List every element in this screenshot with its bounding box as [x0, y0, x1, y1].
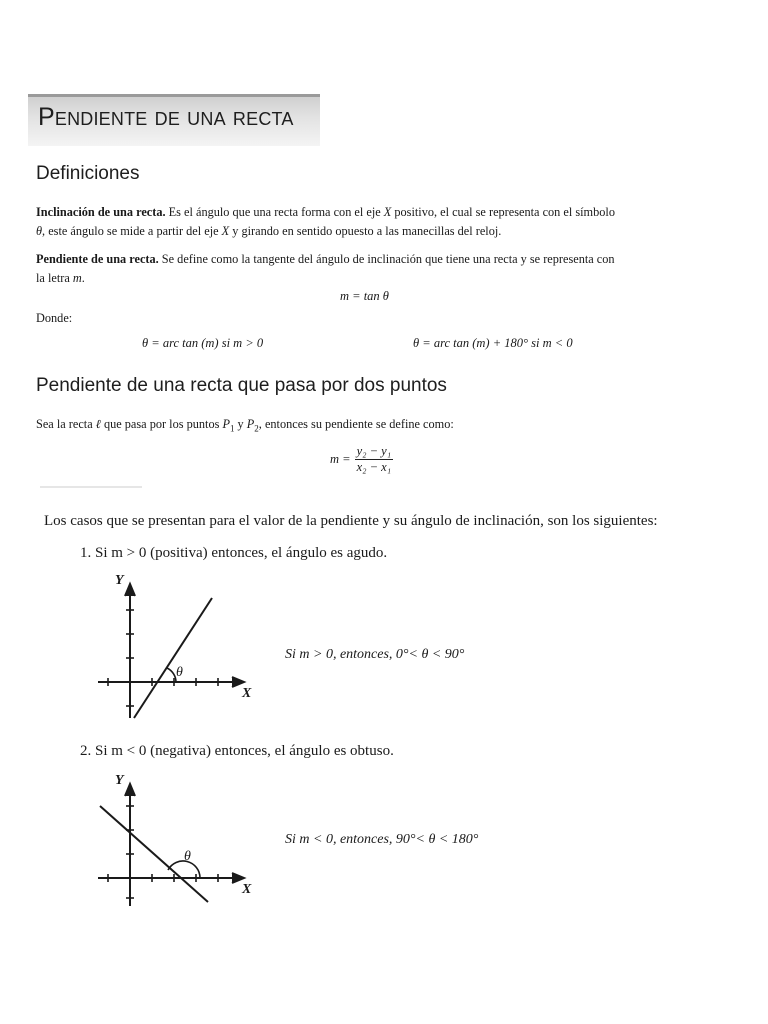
case-2-condition: Si m < 0, entonces, 90°< θ < 180°	[285, 832, 479, 847]
axis-ticks	[108, 806, 218, 898]
case-2-heading: 2. Si m < 0 (negativa) entonces, el ángulo es obtuso.	[80, 743, 394, 759]
inclinacion-text-2: positivo, el cual se representa con el símbolo	[391, 205, 615, 219]
y-axis-label: Y	[115, 573, 124, 588]
inclinacion-theta: θ	[36, 224, 43, 238]
cases-intro: Los casos que se presentan para el valor de la pendiente y su ángulo de inclinación, son los siguientes:	[44, 513, 658, 529]
formula-theta-negative: θ = arc tan (m) + 180° si m < 0	[413, 336, 573, 350]
point-p2-sub: 2	[254, 423, 259, 434]
section-heading-definiciones: Definiciones	[36, 163, 140, 184]
formula-slope-fraction	[330, 444, 393, 475]
label-donde: Donde:	[36, 311, 73, 325]
inclinacion-text-3: , este ángulo se mide a partir del eje	[42, 224, 222, 238]
symbol-ell: ℓ	[95, 417, 101, 431]
dos-puntos-and: y	[234, 417, 247, 431]
paragraph-pendiente	[36, 250, 736, 288]
paragraph-dos-puntos	[36, 415, 736, 438]
paragraph-inclinacion	[36, 203, 736, 241]
pendiente-text-2: la letra	[36, 271, 73, 285]
divider	[40, 486, 142, 488]
x-axis-label: X	[242, 882, 252, 897]
y-axis-label: Y	[115, 773, 124, 788]
point-p1-sub: 1	[229, 423, 235, 434]
line-negative	[100, 806, 208, 902]
pendiente-text-1: Se define como la tangente del ángulo de inclinación que tiene una recta y se representa con	[158, 252, 615, 266]
y-axis-arrow	[125, 584, 135, 596]
inclinacion-x2: X	[221, 224, 230, 238]
line-positive	[134, 598, 212, 718]
slope-numerator: y₂ − y₁	[356, 444, 392, 458]
theta-label: θ	[184, 849, 191, 864]
theta-label: θ	[176, 665, 183, 680]
dos-puntos-text-1: Sea la recta	[36, 417, 96, 431]
y-axis-arrow	[125, 784, 135, 796]
x-axis-label: X	[242, 686, 252, 701]
dos-puntos-text-3: , entonces su pendiente se define como:	[258, 417, 454, 431]
section-heading-dos-puntos: Pendiente de una recta que pasa por dos puntos	[36, 375, 447, 396]
dos-puntos-text-2: que pasa por los puntos	[100, 417, 223, 431]
case-1-heading: 1. Si m > 0 (positiva) entonces, el ángulo es agudo.	[80, 545, 388, 561]
page-title: Pendiente de una recta	[38, 103, 294, 131]
title-banner	[28, 94, 320, 146]
formula-theta-positive: θ = arc tan (m) si m > 0	[142, 336, 264, 350]
graph-negative-slope	[90, 766, 265, 911]
point-p1: P	[222, 417, 230, 431]
pendiente-text-3: .	[81, 271, 85, 285]
slope-fraction	[355, 444, 393, 475]
inclinacion-text-4: y girando en sentido opuesto a las manecillas del reloj.	[229, 224, 502, 238]
slope-denominator: x₂ − x₁	[356, 460, 392, 474]
inclinacion-x: X	[383, 205, 392, 219]
axis-ticks	[108, 610, 218, 706]
formula-m-tan-theta: m = tan θ	[340, 289, 389, 303]
graph-positive-slope	[90, 566, 265, 726]
inclinacion-text-1: Es el ángulo que una recta forma con el eje	[165, 205, 384, 219]
slope-m-equals: m =	[330, 452, 351, 466]
pendiente-m: m	[72, 271, 82, 285]
case-1-condition: Si m > 0, entonces, 0°< θ < 90°	[285, 647, 465, 662]
term-pendiente: Pendiente de una recta.	[36, 252, 159, 266]
term-inclinacion: Inclinación de una recta.	[36, 205, 166, 219]
point-p2: P	[246, 417, 255, 431]
